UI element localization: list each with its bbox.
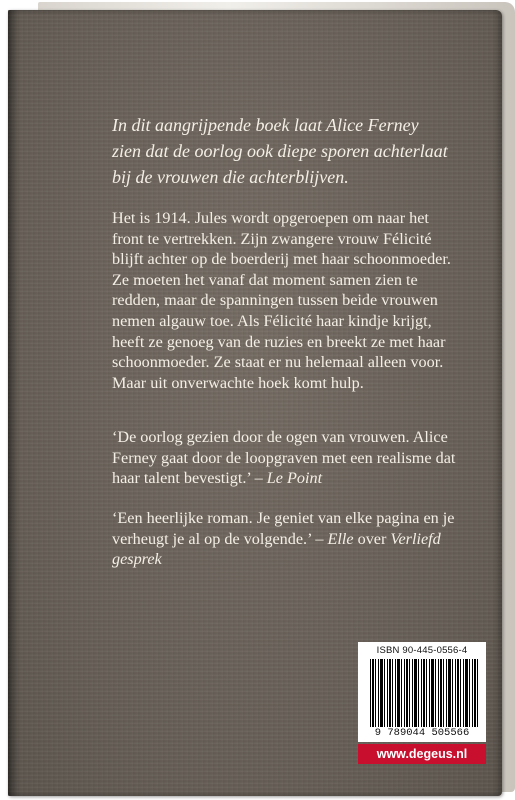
spine-shadow (8, 10, 20, 796)
review-quote-le-point (112, 427, 464, 489)
review-quote-elle (112, 508, 464, 570)
review-quote-1-source: Le Point (266, 469, 323, 488)
review-quote-2-joiner: over (357, 529, 387, 548)
review-quote-1 (112, 427, 464, 489)
synopsis-paragraph-1: Het is 1914. Jules wordt opgeroepen om naar het front te vertrekken. Zijn zwangere vrouw Félicité blijft achter op de boerderij met haar schoonmoeder. (112, 209, 451, 269)
synopsis (112, 208, 464, 393)
isbn-barcode (358, 642, 486, 742)
isbn-number: ISBN 90-445-0556-4 (376, 645, 468, 656)
intro-blurb: In dit aangrijpende boek laat Alice Ferney zien dat de oorlog ook diepe sporen achterlaat bij de vrouwen die achterblijven. (112, 115, 448, 187)
review-quote-1-text: ‘De oorlog gezien door de ogen van vrouwen. Alice Ferney gaat door de loopgraven met een realisme dat haar talent bevestigt.’ – (112, 428, 456, 488)
publisher-url: www.degeus.nl (358, 744, 486, 764)
review-quote-2-title: Verliefd gesprek (112, 529, 441, 569)
review-quote-2-source: Elle (327, 529, 354, 548)
review-quote-2 (112, 508, 464, 570)
review-quote-2-text: ‘Een heerlijke roman. Je geniet van elke pagina en je verheugt je al op de volgende.’ – (112, 509, 455, 548)
barcode-bars (370, 659, 478, 727)
ean-number: 9 789044 505566 (358, 727, 486, 740)
synopsis-paragraph-2: Ze moeten het vanaf dat moment samen zien te redden, maar de spanningen tussen beide vrouwen nemen algauw toe. Als Félicité haar kindje krijgt, heeft ze genoeg van de ruzies en breekt ze met haar schoonmoeder. Ze staat er nu helemaal alleen voor. Maar uit onverwachte hoek komt hulp. (112, 270, 446, 392)
